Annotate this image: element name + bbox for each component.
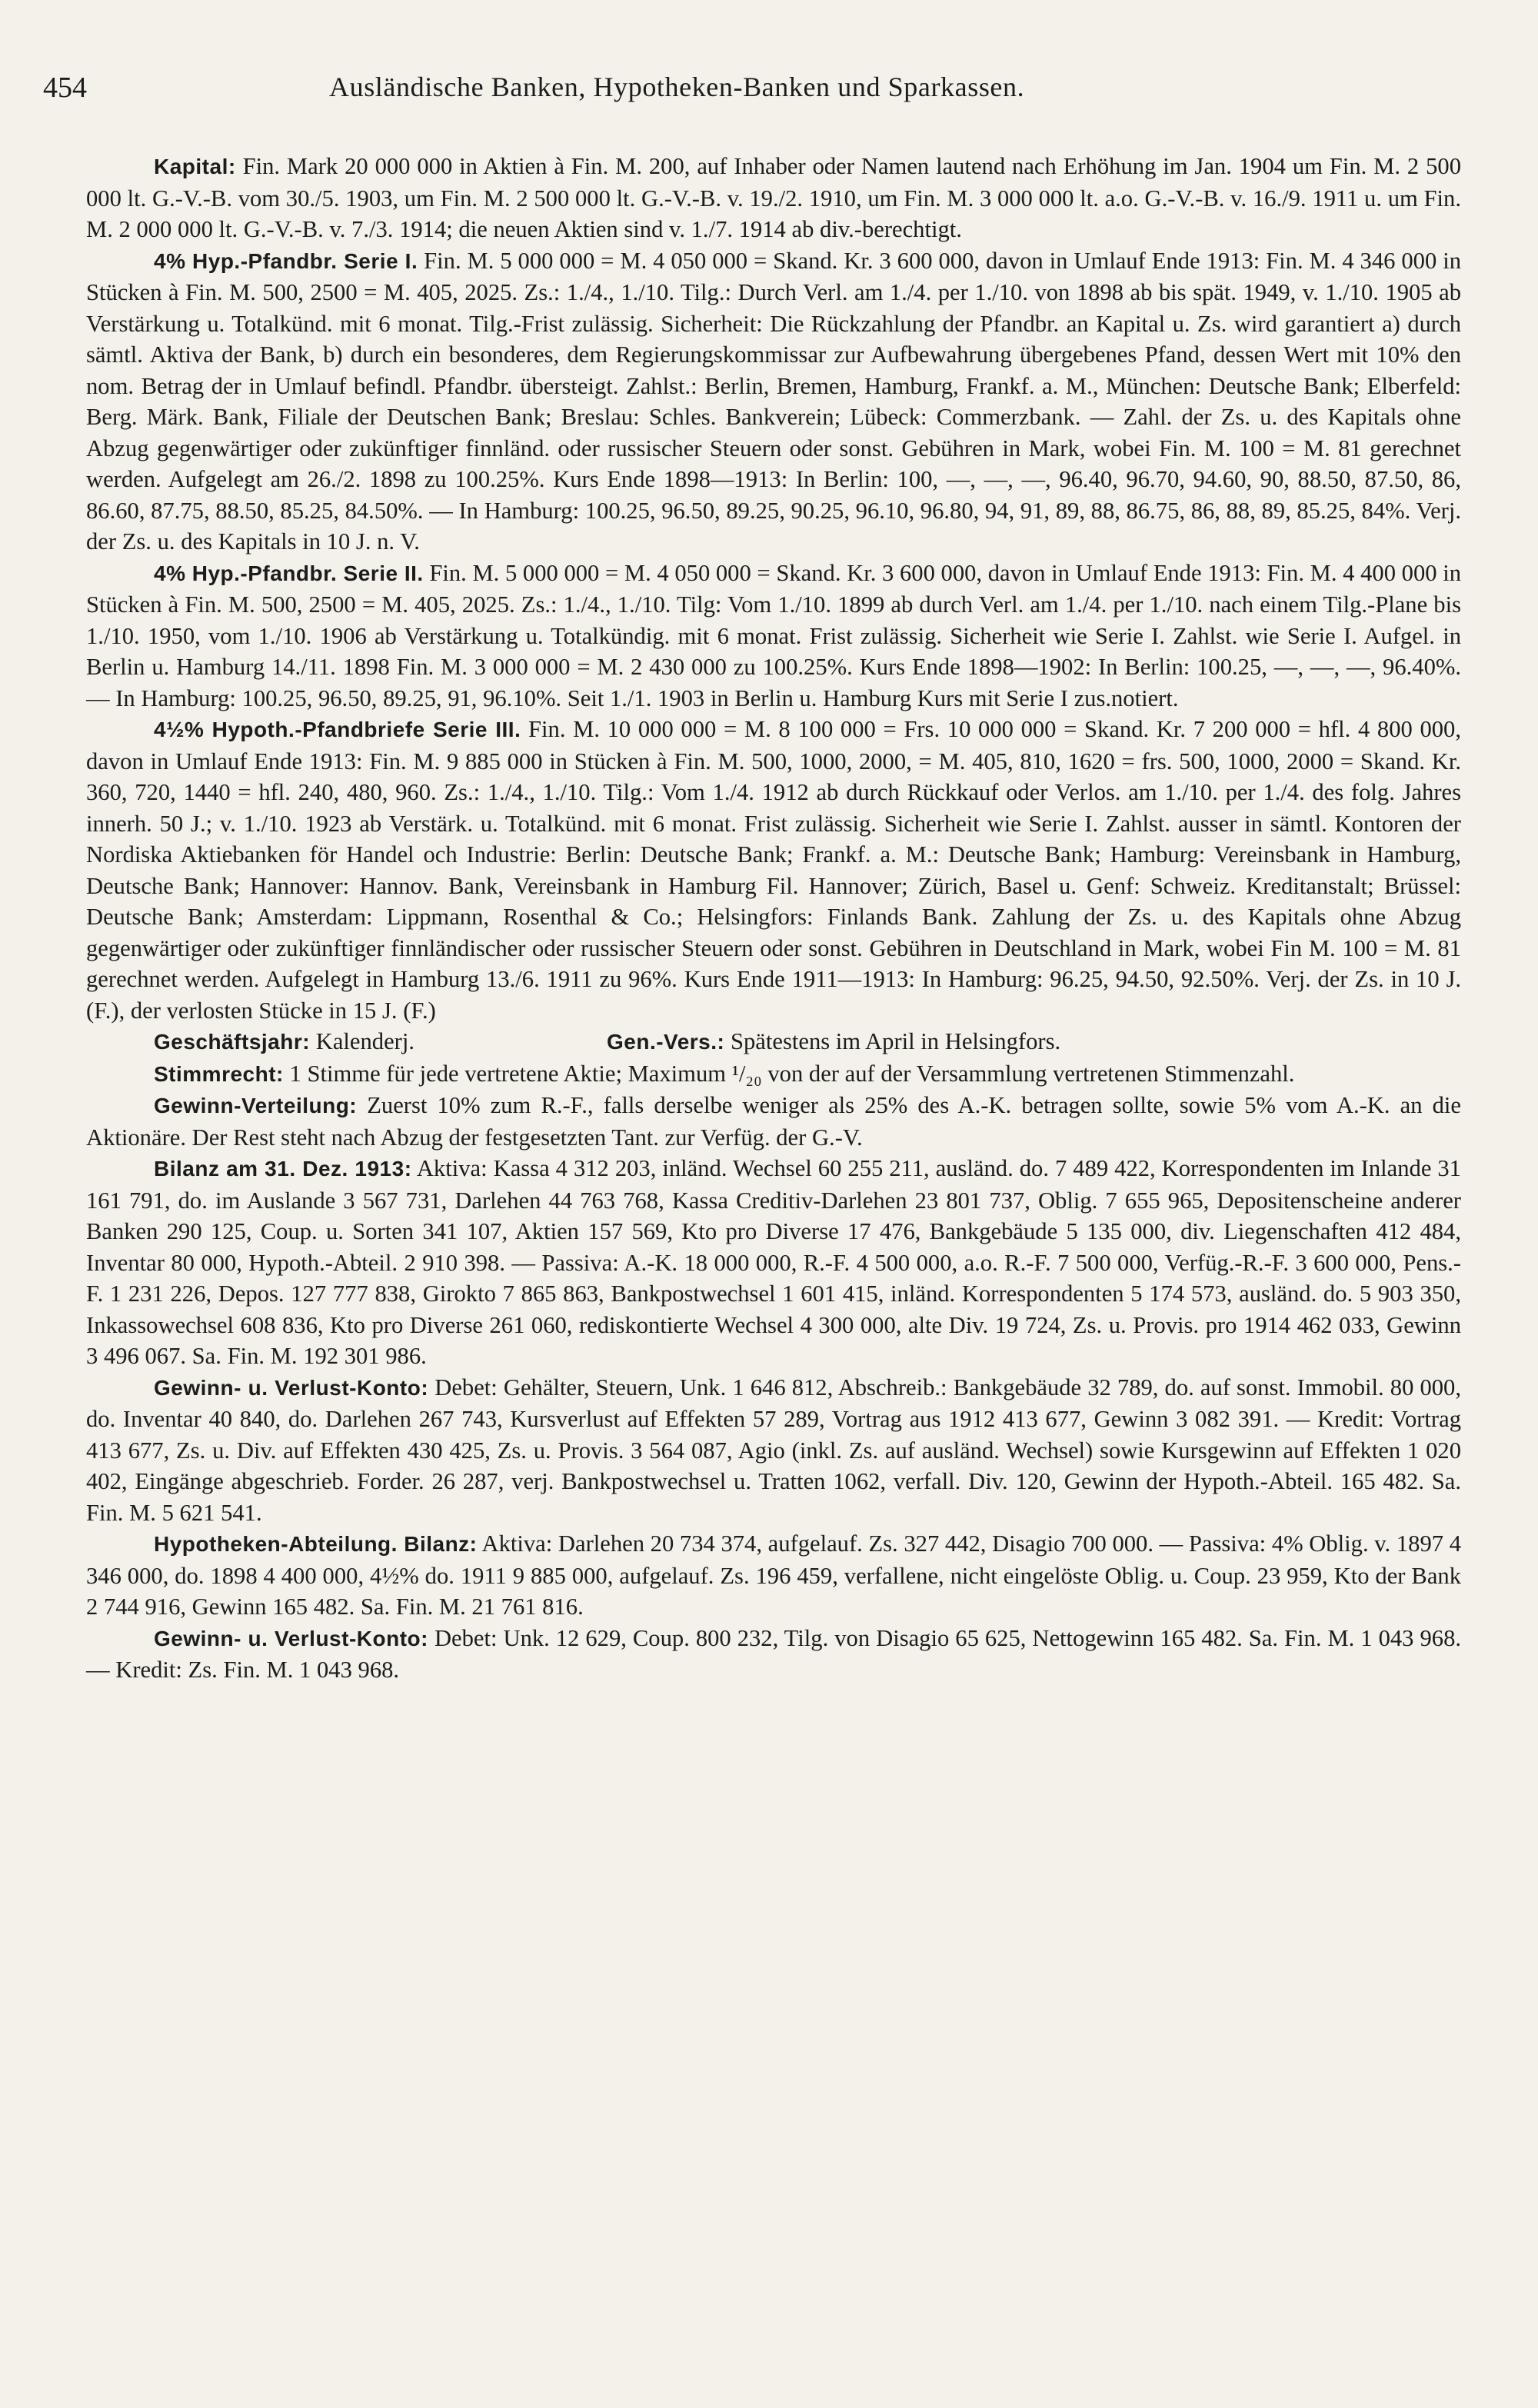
section-bilanz (86, 1153, 1461, 1372)
page-header (43, 71, 1489, 117)
section-label: Geschäftsjahr: (154, 1030, 311, 1054)
section-text: Kalenderj. (310, 1028, 414, 1054)
section-hypotheken-bilanz (86, 1528, 1461, 1623)
section-pfandbriefe-serie-1 (86, 245, 1461, 558)
page-number: 454 (43, 72, 87, 104)
section-text: 1 Stimme für jede vertretene Aktie; Maximum ¹/₂₀ von der auf der Versammlung vertretenen Stimmenzahl. (283, 1060, 1295, 1087)
section-label: 4% Hyp.-Pfandbr. Serie II. (154, 561, 424, 585)
section-label: Hypotheken-Abteilung. Bilanz: (154, 1532, 478, 1556)
section-label: Gewinn- u. Verlust-Konto: (154, 1375, 429, 1400)
section-text: Zuerst 10% zum R.-F., falls derselbe weniger als 25% des A.-K. betragen sollte, sowie 5% vom A.-K. an die Aktionäre. Der Rest steht nach Abzug der festgesetzten Tant. zur Verfüg. der G.-V. (86, 1092, 1461, 1151)
section-pfandbriefe-serie-2 (86, 558, 1461, 714)
section-pfandbriefe-serie-3 (86, 714, 1461, 1026)
section-label: Gewinn-Verteilung: (154, 1094, 358, 1117)
section-label: 4% Hyp.-Pfandbr. Serie I. (154, 248, 418, 273)
section-text: Aktiva: Kassa 4 312 203, inländ. Wechsel 60 255 211, ausländ. do. 7 489 422, Korrespondenten im Inlande 31 161 791, do. im Auslande 3 567 731, Darlehen 44 763 768, Kassa Creditiv-Darlehen 23 801 737, Oblig. 7 655 965, Depositenscheine anderer Banken 290 125, Coup. u. Sorten 341 107, Aktien 157 569, Kto pro Diverse 17 476, Bankgebäude 5 135 000, div. Liegenschaften 412 484, Inventar 80 000, Hypoth.-Abteil. 2 910 398. — Passiva: A.-K. 18 000 000, R.-F. 4 500 000, a.o. R.-F. 7 500 000, Verfüg.-R.-F. 3 600 000, Pens.-F. 1 231 226, Depos. 127 777 838, Girokto 7 865 863, Bankpostwechsel 1 601 415, inländ. Korrespondenten 5 174 573, ausländ. do. 5 903 350, Inkassowechsel 608 836, Kto pro Diverse 261 060, rediskontierte Wechsel 4 300 000, alte Div. 19 724, Zs. u. Provis. pro 1914 462 033, Gewinn 3 496 067. Sa. Fin. M. 192 301 986. (86, 1155, 1461, 1369)
section-text: Debet: Gehälter, Steuern, Unk. 1 646 812, Abschreib.: Bankgebäude 32 789, do. auf sonst. Immobil. 80 000, do. Inventar 40 840, do. Darlehen 267 743, Kursverlust auf Effekten 57 289, Vortrag aus 1912 413 677, Gewinn 3 082 391. — Kredit: Vortrag 413 677, Zs. u. Div. auf Effekten 430 425, Zs. u. Provis. 3 564 087, Agio (inkl. Zs. auf ausländ. Wechsel) sowie Kursgewinn auf Effekten 1 020 402, Eingänge abgeschrieb. Forder. 26 287, verj. Bankpostwechsel u. Tratten 1062, verfall. Div. 120, Gewinn der Hypoth.-Abteil. 165 482. Sa. Fin. M. 5 621 541. (86, 1374, 1462, 1526)
section-text-gen-vers: Spätestens im April in Helsingfors. (724, 1028, 1061, 1054)
section-text: Debet: Unk. 12 629, Coup. 800 232, Tilg. von Disagio 65 625, Nettogewinn 165 482. Sa. Fin. M. 1 043 968. — Kredit: Zs. Fin. M. 1 043 968. (86, 1624, 1462, 1683)
section-label: Bilanz am 31. Dez. 1913: (154, 1157, 412, 1181)
section-label: Gewinn- u. Verlust-Konto: (154, 1626, 428, 1650)
section-text: Fin. M. 10 000 000 = M. 8 100 000 = Frs. 10 000 000 = Skand. Kr. 7 200 000 = hfl. 4 800 000, davon in Umlauf Ende 1913: Fin. M. 9 885 000 in Stücken à Fin. M. 500, 1000, 2000, = M. 405, 810, 1620 = frs. 500, 1000, 2000 = Skand. Kr. 360, 720, 1440 = hfl. 240, 480, 960. Zs.: 1./4., 1./10. Tilg.: Vom 1./4. 1912 ab durch Rückkauf oder Verlos. am 1./10. per 1./4. des folg. Jahres innerh. 50 J.; v. 1./10. 1923 ab Verstärk. u. Totalkünd. mit 6 monat. Frist zulässig. Sicherheit wie Serie I. Zahlst. ausser in sämtl. Kontoren der Nordiska Aktiebanken för Handel och Industrie: Berlin: Deutsche Bank; Frankf. a. M.: Deutsche Bank; Hamburg: Vereinsbank in Hamburg, Deutsche Bank; Hannover: Hannov. Bank, Vereinsbank in Hamburg Fil. Hannover; Zürich, Basel u. Genf: Schweiz. Kreditanstalt; Brüssel: Deutsche Bank; Amsterdam: Lippmann, Rosenthal & Co.; Helsingfors: Finlands Bank. Zahlung der Zs. u. des Kapitals ohne Abzug gegenwärtiger oder zukünftiger finnländischer oder russischer Steuern oder sonst. Gebühren in Deutschland in Mark, wobei Fin M. 100 = M. 81 gerechnet werden. Aufgelegt in Hamburg 13./6. 1911 zu 96%. Kurs Ende 1911—1913: In Hamburg: 96.25, 94.50, 92.50%. Verj. der Zs. in 10 J. (F.), der verlosten Stücke in 15 J. (F.) (86, 716, 1461, 1024)
section-gewinn-verlust (86, 1372, 1461, 1529)
section-label: 4½% Hypoth.-Pfandbriefe Serie III. (154, 718, 521, 741)
section-text: Fin. M. 5 000 000 = M. 4 050 000 = Skand. Kr. 3 600 000, davon in Umlauf Ende 1913: Fin. M. 4 346 000 in Stücken à Fin. M. 500, 2500 = M. 405, 2025. Zs.: 1./4., 1./10. Tilg.: Durch Verl. am 1./4. per 1./10. von 1898 ab bis spät. 1949, v. 1./10. 1905 ab Verstärkung u. Totalkünd. mit 6 monat. Tilg.-Frist zulässig. Sicherheit: Die Rückzahlung der Pfandbr. an Kapital u. Zs. wird garantiert a) durch sämtl. Aktiva der Bank, b) durch ein besonderes, dem Regierungskommissar zur Aufbewahrung übergebenes Pfand, dessen Wert mit 10% den nom. Betrag der in Umlauf befindl. Pfandbr. übersteigt. Zahlst.: Berlin, Bremen, Hamburg, Frankf. a. M., München: Deutsche Bank; Elberfeld: Berg. Märk. Bank, Filiale der Deutschen Bank; Breslau: Schles. Bankverein; Lübeck: Commerzbank. — Zahl. der Zs. u. des Kapitals ohne Abzug gegenwärtiger oder zukünftiger finnländ. oder russischer Steuern oder sonst. Gebühren in Mark, wobei Fin. M. 100 = M. 81 gerechnet werden. Aufgelegt am 26./2. 1898 zu 100.25%. Kurs Ende 1898—1913: In Berlin: 100, —, —, —, 96.40, 96.70, 94.60, 90, 88.50, 87.50, 86, 86.60, 87.75, 88.50, 85.25, 84.50%. — In Hamburg: 100.25, 96.50, 89.25, 90.25, 96.10, 96.80, 94, 91, 89, 88, 86.75, 86, 88, 89, 85.25, 84%. Verj. der Zs. u. des Kapitals in 10 J. n. V. (86, 247, 1461, 555)
section-hypotheken-gewinn-verlust (86, 1623, 1461, 1686)
running-title: Ausländische Banken, Hypotheken-Banken und Sparkassen. (329, 72, 1025, 102)
body-text (86, 151, 1461, 1686)
section-text: Fin. Mark 20 000 000 in Aktien à Fin. M. 200, auf Inhaber oder Namen lautend nach Erhöhung im Jan. 1904 um Fin. M. 2 500 000 lt. G.-V.-B. vom 30./5. 1903, um Fin. M. 2 500 000 lt. G.-V.-B. v. 19./2. 1910, um Fin. M. 3 000 000 lt. a.o. G.-V.-B. v. 16./9. 1911 u. um Fin. M. 2 000 000 lt. G.-V.-B. v. 7./3. 1914; die neuen Aktien sind v. 1./7. 1914 ab div.-berechtigt. (86, 153, 1461, 242)
section-text: Fin. M. 5 000 000 = M. 4 050 000 = Skand. Kr. 3 600 000, davon in Umlauf Ende 1913: Fin. M. 4 400 000 in Stücken à Fin. M. 500, 2500 = M. 405, 2025. Zs.: 1./4., 1./10. Tilg: Vom 1./10. 1899 ab durch Verl. am 1./4. per 1./10. nach einem Tilg.-Plane bis 1./10. 1950, vom 1./10. 1906 ab Verstärkung u. Totalkündig. mit 6 monat. Frist zulässig. Sicherheit wie Serie I. Zahlst. wie Serie I. Aufgel. in Berlin u. Hamburg 14./11. 1898 Fin. M. 3 000 000 = M. 2 430 000 zu 100.25%. Kurs Ende 1898—1902: In Berlin: 100.25, —, —, —, 96.40%. — In Hamburg: 100.25, 96.50, 89.25, 91, 96.10%. Seit 1./1. 1903 in Berlin u. Hamburg Kurs mit Serie I zus.notiert. (86, 559, 1461, 711)
section-kapital (86, 151, 1461, 245)
section-label: Stimmrecht: (154, 1061, 284, 1086)
section-label-gen-vers: Gen.-Vers.: (607, 1030, 725, 1054)
section-gewinn-verteilung (86, 1090, 1461, 1153)
section-text: Aktiva: Darlehen 20 734 374, aufgelauf. Zs. 327 442, Disagio 700 000. — Passiva: 4% Oblig. v. 1897 4 346 000, do. 1898 4 400 000, 4½% do. 1911 9 885 000, aufgelauf. Zs. 196 459, verfallene, nicht eingelöste Oblig. u. Coup. 23 959, Kto der Bank 2 744 916, Gewinn 165 482. Sa. Fin. M. 21 761 816. (86, 1530, 1461, 1620)
section-geschaeftsjahr (86, 1026, 1461, 1058)
section-stimmrecht (86, 1058, 1461, 1091)
section-label: Kapital: (154, 155, 236, 178)
